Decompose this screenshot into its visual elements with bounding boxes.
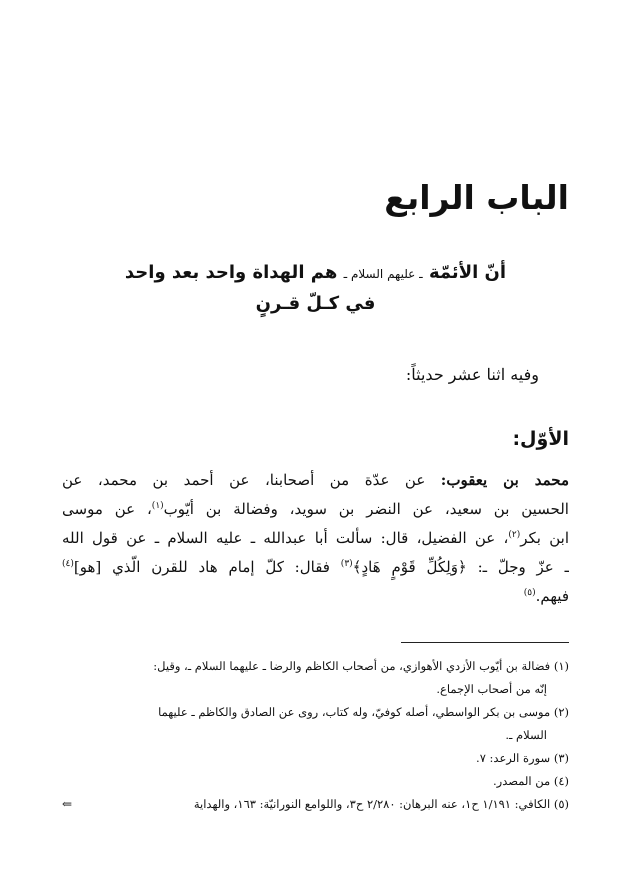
footnote-ref-1: (١) [151,501,164,511]
quran-quote: ﴿وَلِكُلِّ قَوْمٍ هَادٍ﴾ [352,558,467,576]
narrator-name: محمد بن يعقوب: [440,471,569,489]
footnote-ref-4: (٤) [62,559,74,569]
chapter-title: الباب الرابع [384,178,569,217]
body-line-4 [62,553,569,582]
footnote-ref-5: (٥) [523,588,536,598]
body-line-2 [62,495,569,524]
footnote-divider [401,642,569,643]
hadith-body [62,466,569,611]
body-line-2-text-b: ، عن موسى [62,500,152,518]
subtitle-part-2: هم الهداة واحد بعد واحد [124,262,338,283]
body-line-2-text-a: الحسين بن سعيد، عن النضر بن سويد، وفضالة بن أيّوب [163,500,569,518]
continue-arrow-icon: ⇐ [62,797,73,811]
footnote-4: (٤) من المصدر. [493,774,569,788]
body-line-5-text: فيهم. [535,587,569,605]
footnote-ref-3: (٣) [340,559,353,569]
intro-text: وفيه اثنا عشر حديثاً: [405,365,539,384]
body-line-1 [62,466,569,495]
footnote-5-text: (٥) الكافي: ١/١٩١ ح١، عنه البرهان: ٢/٢٨٠ ح٣، واللوامع النورانيّة: ١٦٣، والهداية [193,797,569,811]
footnote-1: (١) فضالة بن أيّوب الأزدي الأهوازي، من أصحاب الكاظم والرضا ـ عليهما السلام ـ، وقيل: [153,659,569,673]
body-line-3-text-b: ، عن الفضيل، قال: سألت أبا عبدالله ـ عليه السلام ـ عن قول الله [62,529,509,547]
body-line-4-text-a: ـ عزّ وجلّ ـ: [477,558,569,576]
subtitle-blessing: ـ عليهم السلام ـ [343,267,423,281]
footnote-1-continued: إنّه من أصحاب الإجماع. [436,682,547,696]
footnote-ref-2: (٢) [508,530,521,540]
body-line-4-text-b: فقال: كلّ إمام هاد للقرن الّذي [هو] [73,558,330,576]
body-line-1-text: عن عدّة من أصحابنا، عن أحمد بن محمد، عن [62,471,426,489]
body-line-5 [62,582,569,611]
chapter-subtitle [40,258,591,319]
footnote-2-continued: السلام ـ. [505,728,547,742]
subtitle-line-1 [40,258,591,289]
footnote-5 [62,793,569,816]
body-line-3-text-a: ابن بكر [520,529,569,547]
subtitle-line-2: في كـلّ قـرنٍ [255,293,376,314]
footnote-3: (٣) سورة الرعد: ٧. [476,751,569,765]
footnote-2: (٢) موسى بن بكر الواسطي، أصله كوفيّ، وله كتاب، روى عن الصادق والكاظم ـ عليهما [158,705,569,719]
section-heading: الأوّل: [512,428,569,450]
footnotes [62,655,569,816]
body-line-3 [62,524,569,553]
subtitle-part-1: أنّ الأئمّة [428,262,507,283]
